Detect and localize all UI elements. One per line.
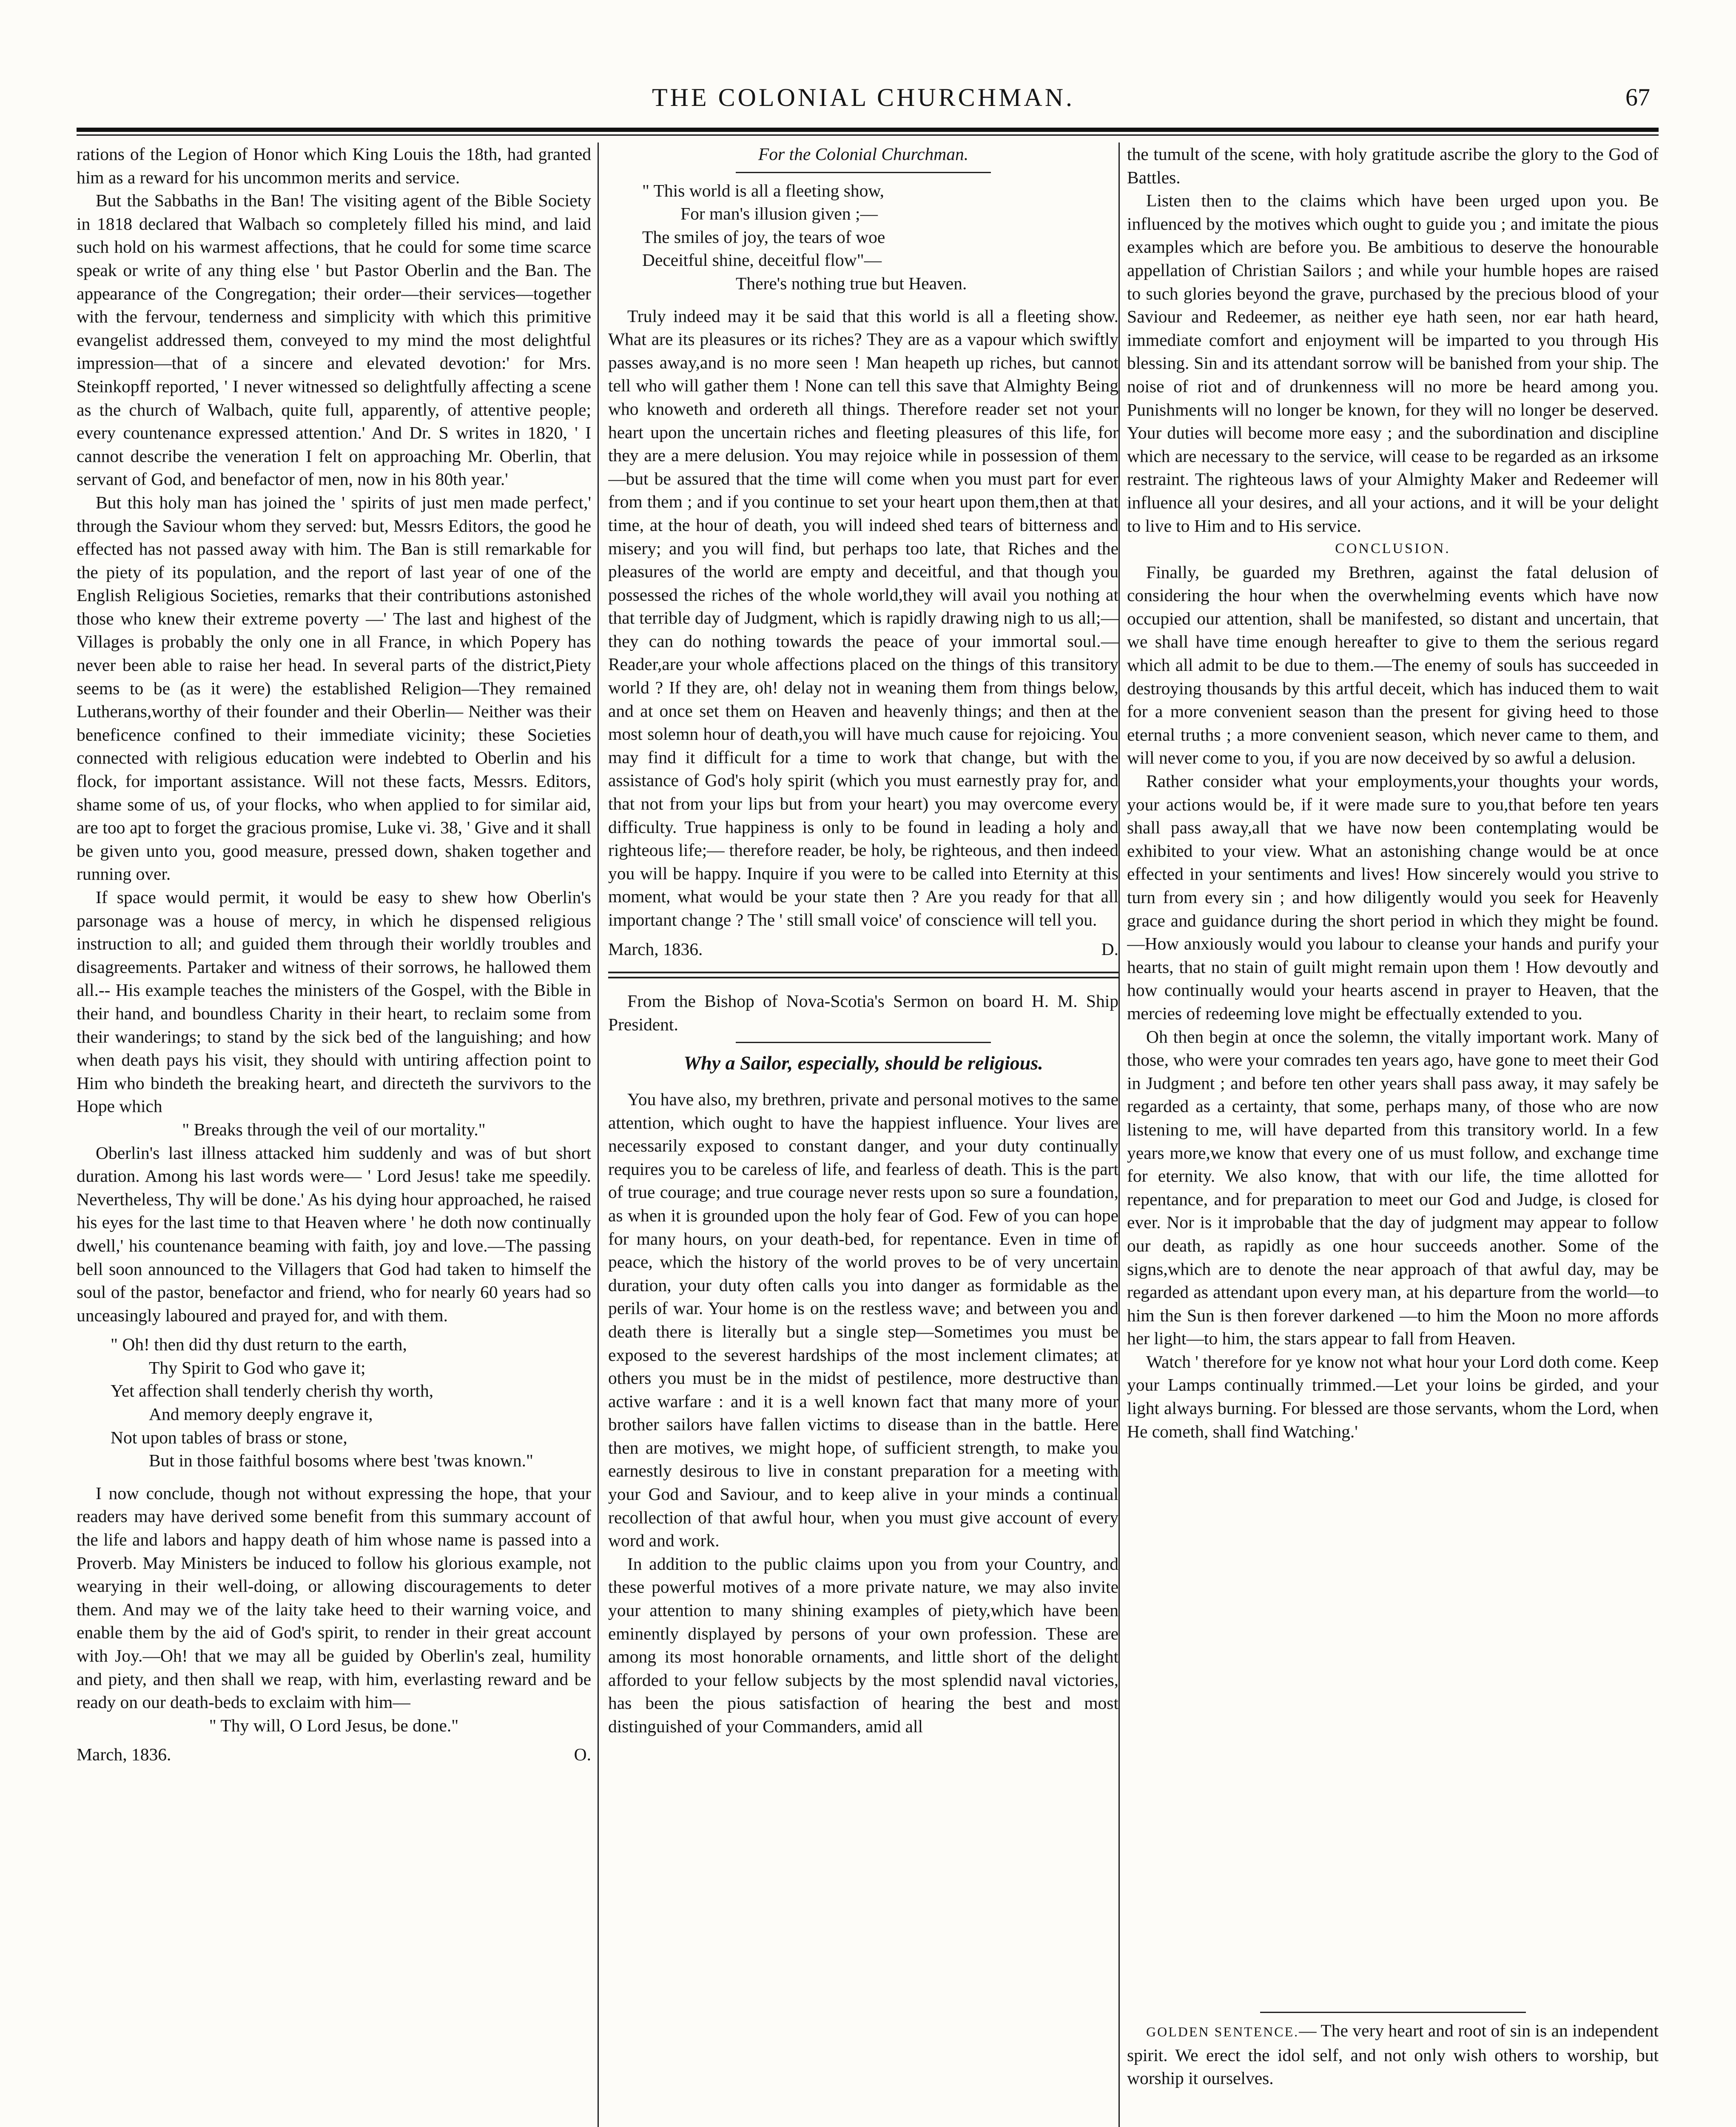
column-3: [1127, 143, 1659, 2127]
page-number: 67: [1625, 83, 1650, 111]
heading-rule: [736, 1042, 991, 1043]
sermon-title: Why a Sailor, especially, should be religious.: [683, 1052, 1043, 1074]
oberlin-paragraph-3: But this holy man has joined the ' spirits of just men made perfect,' through the Saviour whom they served: but, Messrs Editors, the good he effected has not passed away with him. The Ban is still remarkable for the piety of its population, and the report of last year of one of the English Religious Societies, remarks that their contributions astonished those who knew their extreme poverty —' The last and highest of the Villages is probably the only one in all France, in which Popery has never been able to raise her head. In several parts of the district,Piety seems to be (as it were) the established Religion—They remained Lutherans,worthy of their founder and their Oberlin— Neither was their beneficence confined to their immediate vicinity; these Societies connected with religious education were indebted to Oberlin and his flock, for important assistance. Will not these facts, Messrs. Editors, shame some of us, of your flocks, who when applied to for similar aid, are too apt to forget the gracious promise, Luke vi. 38, ' Give and it shall be given unto you, good measure, pressed down, shaken together and running over.: [77, 492, 591, 884]
conclusion-heading: CONCLUSION.: [1335, 541, 1451, 557]
sermon-source: From the Bishop of Nova-Scotia's Sermon on board H. M. Ship President.: [608, 991, 1118, 1034]
author-initial: O.: [574, 1745, 591, 1765]
oberlin-paragraph-2: But the Sabbaths in the Ban! The visiting agent of the Bible Society in 1818 declared that Walbach so completely filled his mind, and laid such hold on his warmest affections, that he could for some time scarce speak or write of any thing else ' but Pastor Oberlin and the Ban. The appearance of the Congregation; their order—their services—together with the fervour, tenderness and simplicity with which this primitive evangelist addressed them, conveyed to my mind the most delightful impression—that of a sincere and elevated devotion:' for Mrs. Steinkopff reported, ' I never witnessed so delightfully affecting a scene as the church of Walbach, quite full, apparently, of attentive people; every countenance expressed attention.' And Dr. S writes in 1820, ' I cannot describe the veneration I felt on approaching Mr. Oberlin, that servant of God, and benefactor of men, now in his 80th year.': [77, 191, 591, 489]
poem-line: " Oh! then did thy dust return to the earth,: [111, 1334, 407, 1354]
sermon-paragraph-1: You have also, my brethren, private and personal motives to the same attention, which ought to have the happiest influence. Your lives are necessarily exposed to constant danger, and your duty continually requires you to be careless of life, and fearless of death. This is the part of true courage; and true courage never rests upon so sure a foundation, as when it is grounded upon the holy fear of God. Few of you can hope for many hours, on your death-bed, for repentance. Even in time of peace, which the history of the world proves to be of very uncertain duration, your duty often calls you into danger as formidable as the perils of war. Your home is on the restless wave; and between you and death there is literally but a single step—Sometimes you must be exposed to the severest hardships of the most inclement climates; at others you must be in the midst of pestilence, more destructive than active warfare : and it is a well known fact that many more of your brother sailors have fallen victims to disease than in the battle. Here then are motives, we might hope, of sufficient strength, to make you earnestly desirous to live in constant preparation for a meeting with your God and Saviour, and to keep alive in your minds a continual recollection of that awful hour, when you must give account of every word and work.: [608, 1089, 1118, 1551]
column-divider-2: [1118, 143, 1120, 2127]
author-initial: D.: [1101, 939, 1118, 959]
poem-line: Not upon tables of brass or stone,: [111, 1427, 347, 1447]
poem-line: Thy Spirit to God who gave it;: [149, 1357, 366, 1377]
column-2: [608, 143, 1118, 2127]
conclusion-paragraph-1: Finally, be guarded my Brethren, against the fatal delusion of considering the hour when the overwhelming events which have now occupied our attention, shall be manifested, so distant and uncertain, that we shall have time enough hereafter to give to them the serious regard which all admit to be due to them.—The enemy of souls has succeeded in destroying thousands by this artful deceit, which has induced them to wait for a more convenient season than the present for giving heed to those eternal truths ; a more convenient season, which never came to them, and will never come to you, if you are now deceived by so awful a delusion.: [1127, 562, 1659, 768]
section-heading: For the Colonial Churchman.: [758, 144, 969, 164]
poem-line: The smiles of joy, the tears of woe: [642, 227, 885, 247]
sermon-paragraph-3: the tumult of the scene, with holy gratitude ascribe the glory to the God of Battles.: [1127, 144, 1659, 187]
masthead: [77, 79, 1650, 130]
conclusion-paragraph-2: Rather consider what your employments,your thoughts your words, your actions would be, if it were made sure to you,that before ten years shall pass away,all that we have now been contemplating would be exhibited to your view. What an astonishing change would be at once effected in your sentiments and lives! How sincerely would you strive to turn from every sin ; and how diligently would you seek for Heavenly grace and guidance during the short period in which they might be found.—How anxiously would you labour to cleanse your hands and purify your hearts, that no stain of guilt might remain upon them ! How devoutly and how continually would your hearts ascend in prayer to Heaven, that the mercies of redeeming love might be effectually extended to you.: [1127, 771, 1659, 1023]
oberlin-poem: [77, 1333, 591, 1472]
fleeting-show-poem: [608, 179, 1118, 295]
newspaper-title: THE COLONIAL CHURCHMAN.: [652, 83, 1075, 111]
poem-line: But in those faithful bosoms where best 'twas known.": [149, 1451, 533, 1471]
fleeting-show-signature: [608, 938, 1118, 961]
poem-line: Deceitful shine, deceitful flow"—: [642, 250, 882, 270]
column-divider-1: [598, 143, 599, 2127]
golden-sentence-rule: [1260, 2012, 1526, 2013]
article-date: March, 1836.: [77, 1745, 171, 1765]
poem-line: Yet affection shall tenderly cherish thy worth,: [111, 1381, 434, 1401]
sermon-paragraph-4: Listen then to the claims which have been urged upon you. Be influenced by the motives which ought to guide you ; and imitate the pious examples which are before you. Be ambitious to deserve the honourable appellation of Christian Sailors ; and while your humble hopes are raised to such glories beyond the grave, purchased by the precious blood of your Saviour and Redeemer, as neither eye hath seen, nor ear hath heard, immediate comfort and enjoyment will be imparted to you through His blessing. Sin and its attendant sorrow will be banished from your ship. The noise of riot and of drunkenness will no more be heard among you. Punishments will no longer be known, for they will no longer be deserved. Your duties will become more easy ; and the subordination and discipline which are necessary to the service, will cease to be regarded as an irksome restraint. The righteous laws of your Almighty Maker and Redeemer will influence all your desires, and all your actions, and it will be your delight to live to Him and to His service.: [1127, 191, 1659, 536]
oberlin-paragraph-1: rations of the Legion of Honor which King Louis the 18th, had granted him as a reward for his uncommon merits and service.: [77, 144, 591, 187]
conclusion-paragraph-3: Oh then begin at once the solemn, the vitally important work. Many of those, who were your comrades ten years ago, have gone to meet their God in Judgment ; and before ten other years shall pass away, it may safely be regarded as a certainty, that some, perhaps many, of those who are now listening to me, will have departed from this transitory world. In a few years more,we know that every one of us must follow, and exchange time for eternity. We also know, that with our life, the time allotted for repentance, and for preparation to meet our God and Judge, is closed for ever. Nor is it improbable that the day of judgment may appear to follow our death, as rapidly as one hour succeeds another. Some of the signs,which are to denote the near approach of that awful day, may be regarded as attendant upon every man, at his departure from the world—to him the Sun is then forever darkened —to him the Moon no more affords her light—to him, the stars appear to fall from Heaven.: [1127, 1026, 1659, 1349]
header-rule: [77, 128, 1659, 132]
column-1: [77, 143, 591, 2127]
sermon-paragraph-2: In addition to the public claims upon you from your Country, and these powerful motives of a more private nature, we may also invite your attention to many shining examples of piety,which have been eminently displayed by persons of your own profession. These are among its most honorable ornaments, and little short of the delight afforded to your fellow subjects by the most splendid naval victories, has been the pious satisfaction of hearing the best and most distinguished of your Commanders, amid all: [608, 1554, 1118, 1736]
poem-line: There's nothing true but Heaven.: [736, 273, 967, 293]
oberlin-paragraph-5: Oberlin's last illness attacked him suddenly and was of but short duration. Among his last words were— ' Lord Jesus! take me speedily. Nevertheless, Thy will be done.' As his dying hour approached, he raised his eyes for the last time to that Heaven where ' he doth now continually dwell,' his countenance beaming with faith, joy and love.—The passing bell soon announced to the Villagers that God had taken to himself the soul of the pastor, benefactor and friend, who for nearly 60 years had so unceasingly laboured and prayed for, and with them.: [77, 1143, 591, 1325]
oberlin-paragraph-4: If space would permit, it would be easy to shew how Oberlin's parsonage was a house of mercy, in which he dispensed religious instruction to all; and guided them through their worldly troubles and disagreements. Partaker and witness of their sorrows, he hallowed them all.-- His example teaches the ministers of the Gospel, with the Bible in their hand, and boundless Charity in their heart, to reclaim some from their wanderings; to stand by the sick bed of the languishing; and how when death pays his visit, they should with untiring affection point to Him who bindeth the breaking heart, and directeth the survivors to the Hope which: [77, 887, 591, 1116]
golden-sentence-block: [1127, 2006, 1659, 2090]
fleeting-show-paragraph: Truly indeed may it be said that this world is all a fleeting show. What are its pleasures or its riches? They are as a vapour which swiftly passes away,and is no more seen ! Man heapeth up riches, but cannot tell who will gather them ! None can tell this save that Almighty Being who knoweth and ordereth all things. Therefore reader set not your heart upon the uncertain riches and fleeting pleasures of this life, for they are a mere delusion. You may rejoice while in possession of them—but be assured that the time will come when you must part for ever from them ; and if you continue to set your heart upon them,then at that time, at the hour of death, you will indeed shed tears of bitterness and misery; and you will find, but perhaps too late, that Riches and the pleasures of the world are empty and deceitful, and that though you possessed the riches of the whole world,they will avail you nothing at that terrible day of Judgment, which is rapidly drawing nigh to us all;—they can do nothing towards the peace of your immortal soul.— Reader,are your whole affections placed on the things of this transitory world ? If they are, oh! delay not in weaning them from things below, and at once set them on Heaven and heavenly things; and then at the most solemn hour of death,you will have much cause for rejoicing. You may find it difficult for a time to work that change, but with the assistance of God's holy spirit (which you must earnestly pray for, and that not from your lips but from your heart) you may overcome every difficulty. True happiness is only to be found in leading a holy and righteous life;— therefore reader, be holy, be righteous, and then indeed you will be happy. Inquire if you were to be called into Eternity at this moment, what would be your state then ? Are you ready for that all important change ? The ' still small voice' of conscience will tell you.: [608, 306, 1118, 929]
poem-line: " This world is all a fleeting show,: [642, 180, 885, 200]
conclusion-paragraph-4: Watch ' therefore for ye know not what hour your Lord doth come. Keep your Lamps continually trimmed.—Let your loins be girded, and your light always burning. For blessed are those servants, whom the Lord, when He cometh, shall find Watching.': [1127, 1351, 1659, 1441]
oberlin-signature: [77, 1743, 591, 1766]
poem-line: For man's illusion given ;—: [680, 204, 878, 224]
golden-sentence-label: GOLDEN SENTENCE.: [1146, 2024, 1299, 2039]
oberlin-quote-1: " Breaks through the veil of our mortality.": [182, 1119, 486, 1139]
heading-rule: [736, 172, 991, 173]
header-rule-thin: [77, 134, 1659, 136]
article-date: March, 1836.: [608, 939, 703, 959]
golden-sentence-text: — The very heart and root of sin is an independent spirit. We erect the idol self, and not only wish others to worship, but worship it ourselves.: [1127, 2021, 1659, 2088]
golden-sentence: [1127, 2019, 1659, 2090]
oberlin-quote-2: " Thy will, O Lord Jesus, be done.": [209, 1715, 459, 1735]
article-separator: [608, 972, 1118, 978]
poem-line: And memory deeply engrave it,: [149, 1404, 373, 1424]
oberlin-paragraph-6: I now conclude, though not without expressing the hope, that your readers may have derived some benefit from this summary account of the life and labors and happy death of him whose name is passed into a Proverb. May Ministers be induced to follow his glorious example, not wearying in their well-doing, or allowing discouragements to deter them. And may we of the laity take heed to their warning voice, and enable them by the aid of God's spirit, to render in their great account with Joy.—Oh! that we may all be guided by Oberlin's zeal, humility and piety, and then shall we reap, with him, everlasting reward and be ready on our death-beds to exclaim with him—: [77, 1483, 591, 1712]
